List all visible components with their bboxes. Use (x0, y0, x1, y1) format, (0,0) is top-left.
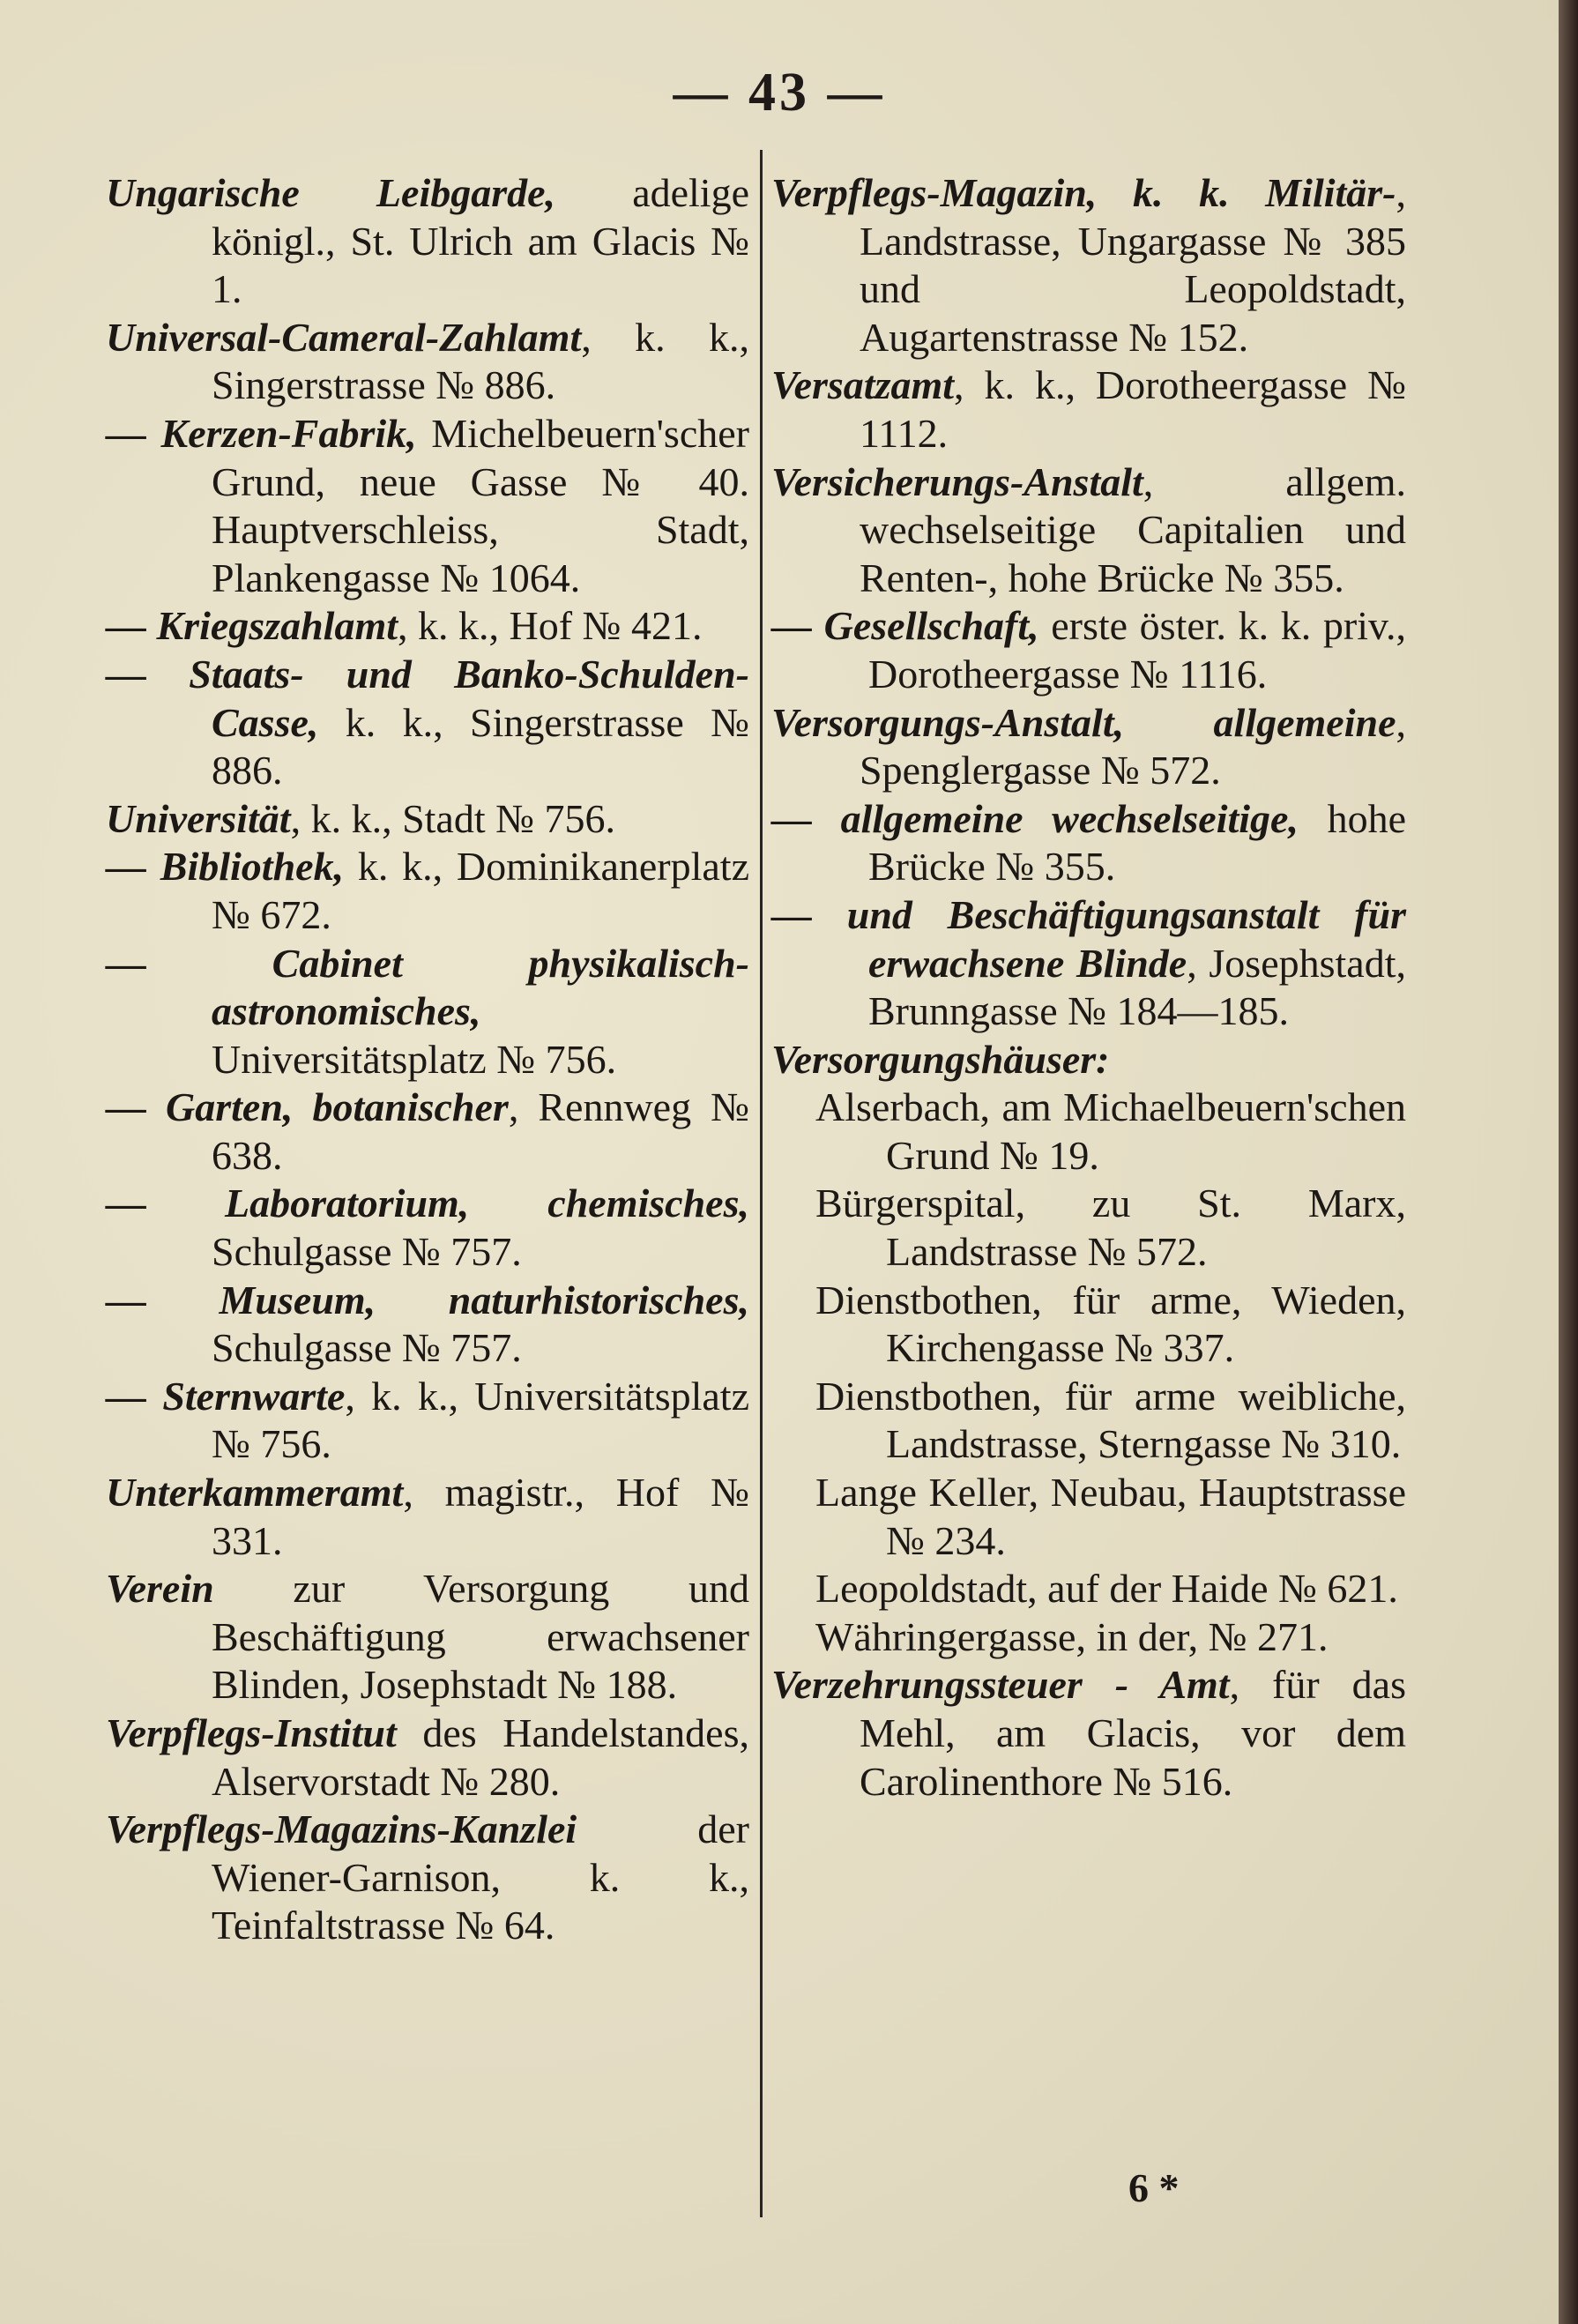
entry-keyword: — Museum, naturhistorisches, (106, 1277, 749, 1322)
entry-keyword: Universität (106, 795, 291, 841)
entry-keyword: — Cabinet physikalisch-astronomisches, (106, 940, 749, 1034)
entry-keyword: — Laboratorium, chemisches, (106, 1181, 749, 1226)
column-divider (760, 150, 763, 2217)
directory-entry (106, 1469, 749, 1565)
entry-text: , magistr., Hof № 331. (212, 1470, 749, 1563)
entry-text: adelige königl., St. Ulrich am Glacis № 1. (212, 170, 750, 312)
directory-entry (106, 651, 749, 795)
entry-text: Bürgerspital, zu St. Marx, Landstrasse № 572. (815, 1181, 1406, 1275)
left-column (106, 169, 749, 1950)
entry-text: des Handelstandes, Alservorstadt № 280. (212, 1710, 749, 1804)
directory-entry (106, 1806, 749, 1950)
entry-keyword: — allgemeine wechselseitige, (771, 795, 1299, 841)
entry-text: , k. k., Singerstrasse № 886. (212, 314, 749, 408)
entry-keyword: — Gesellschaft, (771, 603, 1039, 649)
entry-text: Michelbeuern'scher Grund, neue Gasse № 40. Hauptverschleiss, Stadt, Plankengasse № 1064. (212, 410, 749, 600)
entry-text: Schulgasse № 757. (212, 1229, 522, 1275)
directory-entry (771, 795, 1406, 891)
entry-text: Schulgasse № 757. (212, 1325, 522, 1371)
entry-text: k. k., Singerstrasse № 886. (212, 699, 749, 793)
directory-entry (771, 1180, 1406, 1276)
directory-entry (106, 940, 749, 1084)
entry-text: , Landstrasse, Ungargasse № 385 und Leopoldstadt, Augartenstrasse № 152. (860, 170, 1406, 360)
entry-keyword: — Sternwarte (106, 1373, 346, 1419)
entry-keyword: Verpflegs-Magazins-Kanzlei (106, 1806, 577, 1852)
page-edge (1559, 0, 1578, 2324)
directory-entry (106, 1180, 749, 1276)
entry-text: , allgem. wechselseitige Capitalien und Renten-, hohe Brücke № 355. (860, 458, 1406, 600)
directory-entry (771, 1565, 1406, 1613)
entry-keyword: — und Beschäftigungsanstalt für erwachsene Blinde (771, 891, 1406, 986)
entry-text: , k. k., Stadt № 756. (290, 795, 616, 841)
directory-entry (771, 602, 1406, 698)
entry-text: Leopoldstadt, auf der Haide № 621. (815, 1566, 1398, 1612)
directory-entry (771, 1613, 1406, 1662)
entry-text: der Wiener-Garnison, k. k., Teinfaltstrasse № 64. (212, 1806, 749, 1948)
entry-keyword: Unterkammeramt (106, 1470, 404, 1516)
entry-text: Dienstbothen, für arme, Wieden, Kirchengasse № 337. (815, 1277, 1406, 1371)
entry-keyword: — Staats- und Banko-Schulden-Casse, (106, 651, 749, 745)
entry-keyword: Versatzamt (771, 362, 955, 408)
entry-text: , k. k., Hof № 421. (398, 603, 703, 649)
directory-entry (771, 891, 1406, 1036)
entry-keyword: Verpflegs-Institut (106, 1710, 397, 1755)
entry-text: zur Versorgung und Beschäftigung erwachsener Blinden, Josephstadt № 188. (212, 1566, 749, 1708)
entry-text: , für das Mehl, am Glacis, vor dem Carolinenthore № 516. (860, 1662, 1406, 1804)
directory-entry (771, 1277, 1406, 1373)
entry-text: , Spenglergasse № 572. (860, 699, 1406, 793)
directory-entry (106, 1565, 749, 1709)
directory-entry (771, 458, 1406, 603)
page-number: — 43 — (673, 63, 886, 123)
entry-text: , k. k., Universitätsplatz № 756. (212, 1373, 749, 1467)
directory-entry (106, 1373, 749, 1469)
entry-keyword: — Kerzen-Fabrik, (106, 410, 417, 456)
entry-text: Lange Keller, Neubau, Hauptstrasse № 234. (815, 1470, 1406, 1563)
directory-entry (106, 410, 749, 602)
directory-entry (771, 361, 1406, 458)
directory-entry (771, 1036, 1406, 1084)
entry-text: Universitätsplatz № 756. (212, 1036, 617, 1082)
directory-entry (106, 1709, 749, 1806)
directory-entry (106, 1277, 749, 1373)
right-column (771, 169, 1406, 1806)
entry-keyword: — Kriegszahlamt (106, 603, 398, 649)
directory-entry (106, 314, 749, 410)
entry-keyword: Verzehrungssteuer - Amt (771, 1662, 1230, 1708)
directory-entry (771, 1469, 1406, 1565)
directory-entry (106, 795, 749, 844)
entry-keyword: Verpflegs-Magazin, k. k. Militär- (771, 170, 1396, 215)
directory-entry (771, 1373, 1406, 1469)
entry-keyword: Versicherungs-Anstalt (771, 458, 1143, 504)
entry-text: k. k., Dominikanerplatz № 672. (212, 844, 749, 937)
entry-keyword: Versorgungshäuser: (771, 1036, 1110, 1082)
directory-entry (771, 169, 1406, 361)
entry-keyword: Universal-Cameral-Zahlamt (106, 314, 582, 360)
entry-text: , Rennweg № 638. (212, 1084, 750, 1178)
entry-text: Währingergasse, in der, № 271. (815, 1613, 1329, 1659)
directory-entry (106, 1084, 749, 1180)
directory-entry (771, 1084, 1406, 1180)
entry-text: Alserbach, am Michaelbeuern'schen Grund № 19. (815, 1084, 1406, 1178)
entry-text: , Josephstadt, Brunngasse № 184—185. (868, 940, 1406, 1034)
directory-entry (106, 843, 749, 939)
entry-keyword: Versorgungs-Anstalt, allgemeine (771, 699, 1396, 745)
entry-keyword: — Garten, botanischer (106, 1084, 509, 1130)
entry-text: hohe Brücke № 355. (868, 795, 1407, 890)
entry-keyword: Verein (106, 1566, 214, 1612)
directory-entry (106, 602, 749, 651)
directory-entry (771, 699, 1406, 795)
signature-mark: 6 * (1128, 2165, 1180, 2210)
directory-entry (771, 1661, 1406, 1806)
directory-entry (106, 169, 749, 314)
entry-text: Dienstbothen, für arme weibliche, Landstrasse, Sterngasse № 310. (815, 1373, 1406, 1467)
entry-text: erste öster. k. k. priv., Dorotheergasse № 1116. (868, 603, 1406, 696)
entry-keyword: — Bibliothek, (106, 844, 345, 890)
entry-keyword: Ungarische Leibgarde, (106, 170, 556, 215)
entry-text: , k. k., Dorotheergasse № 1112. (860, 362, 1406, 456)
